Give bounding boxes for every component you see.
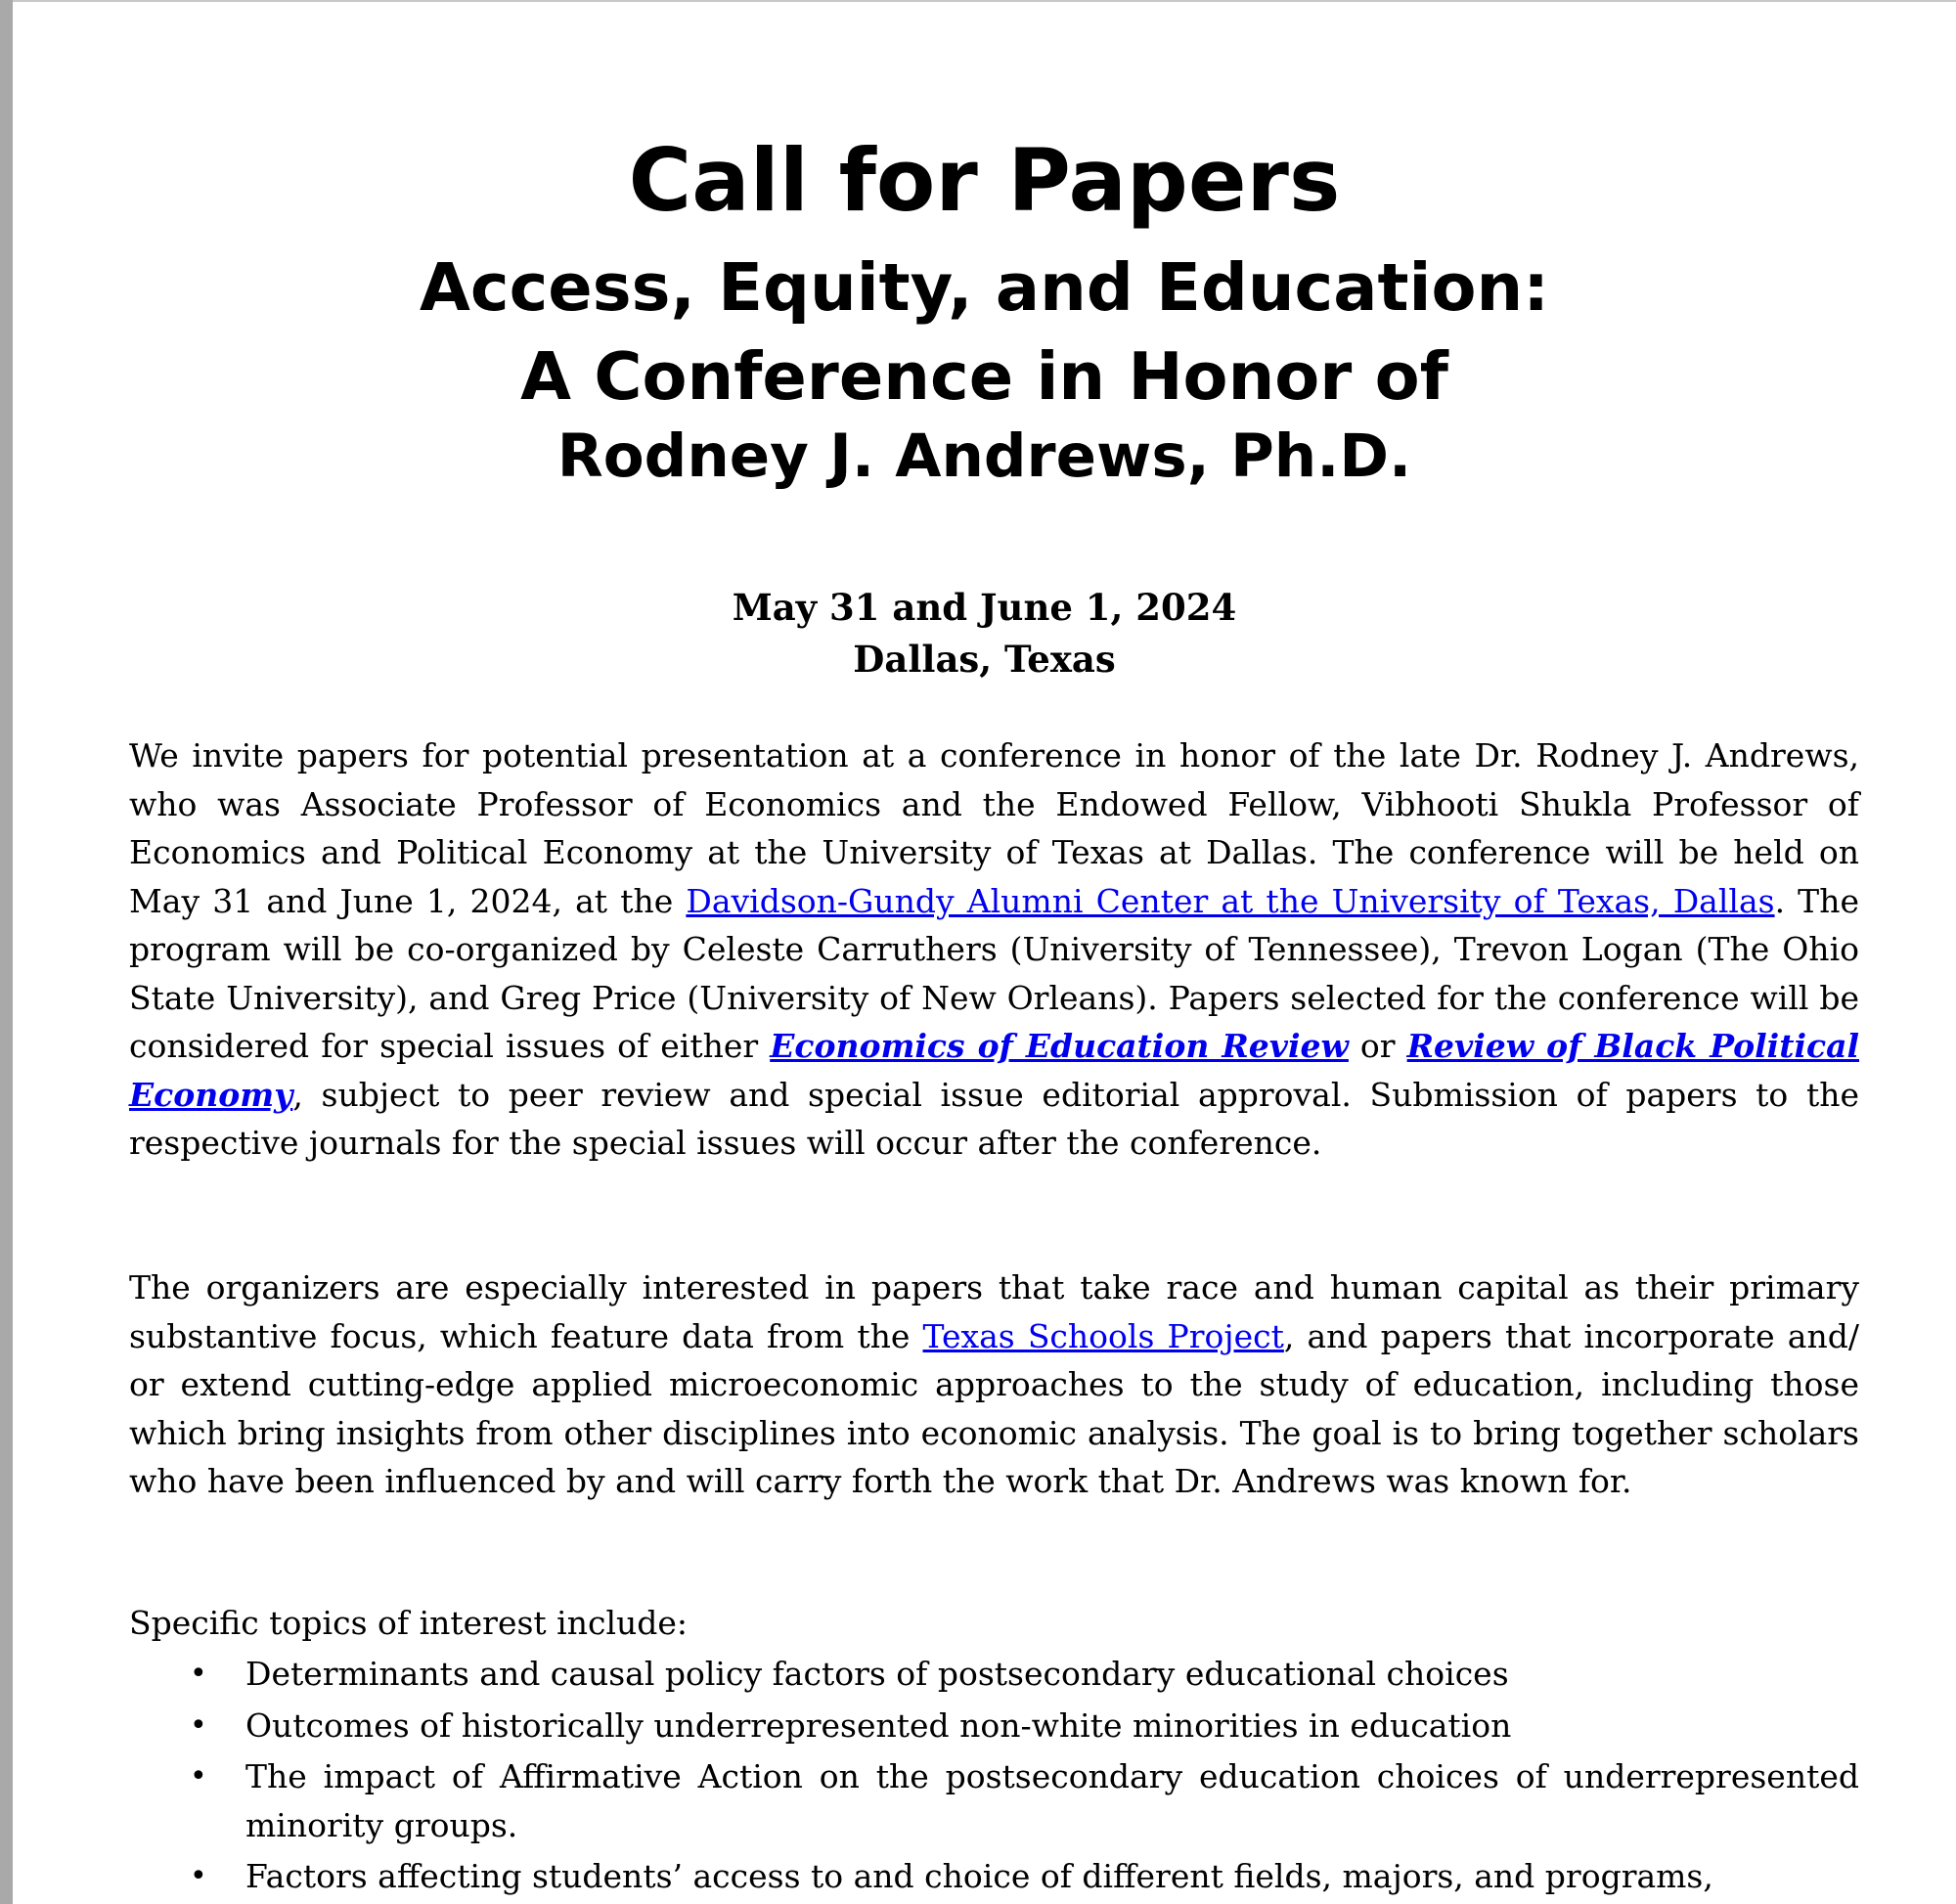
topic-text: Factors affecting students’ access to and choice of different fields, majors, and programs, [245,1857,1713,1895]
topic-text: The impact of Affirmative Action on the postsecondary education choices of underrepresented minority groups. [245,1757,1859,1844]
invitation-paragraph [129,731,1859,1168]
honoree-name: Rodney J. Andrews, Ph.D. [556,421,1412,491]
conference-dates: May 31 and June 1, 2024 [732,586,1237,629]
conference-title-line-1: Access, Equity, and Education: [420,249,1549,326]
list-item [129,1852,1859,1901]
bullet-icon: • [190,1657,207,1691]
journal-eer-link[interactable]: Economics of Education Review [770,1027,1349,1065]
list-item [129,1702,1859,1750]
topic-text: Outcomes of historically underrepresented non-white minorities in education [245,1705,1512,1745]
document-page [13,2,1956,1904]
para1-text-a: We invite papers for potential presentation at a conference in honor of the late Dr. Rodney J. Andrews, who was Associate Professor of Economics and the Endowed Fellow, Vibhooti Shukla Professor of Economics and Political Economy at the University of Texas at Dallas. The conference will be held on May 31 and June 1, 2024, at the [129,736,1859,920]
conference-location: Dallas, Texas [853,638,1116,681]
interests-paragraph [129,1263,1859,1506]
list-item [129,1650,1859,1699]
para1-text-d: , subject to peer review and special issue editorial approval. Submission of papers to the respective journals for the special issues will occur after the conference. [129,1075,1859,1162]
topics-intro: Specific topics of interest include: [129,1604,689,1642]
conference-title-line-2: A Conference in Honor of [520,338,1448,415]
bullet-icon: • [190,1859,207,1893]
bullet-icon: • [190,1759,207,1793]
list-item [129,1752,1859,1849]
bullet-icon: • [190,1707,207,1743]
para1-text-b: . The program will be co-organized by Celeste Carruthers (University of Tennessee), Trevon Logan (The Ohio State University), and Greg Price (University of New Orleans). Papers selected for the conference will be considered for special issues of either [129,881,1859,1065]
topic-text: Determinants and causal policy factors of postsecondary educational choices [245,1655,1509,1693]
para1-text-c: or [1348,1027,1407,1065]
texas-schools-project-link[interactable]: Texas Schools Project [922,1316,1284,1355]
viewer-left-edge [0,0,13,1904]
para2-text-b: , and papers that incorporate and/ or extend cutting-edge applied microeconomic approaches to the study of education, including those which bring insights from other disciplines into economic analysis. The goal is to bring together scholars who have been influenced by and will carry forth the work that Dr. Andrews was known for. [129,1316,1859,1500]
venue-link[interactable]: Davidson-Gundy Alumni Center at the University of Texas, Dallas [686,881,1775,920]
para2-text-a: The organizers are especially interested in papers that take race and human capital as their primary substantive focus, which feature data from the [129,1268,1859,1355]
journal-rbpe-link[interactable]: Review of Black Political Economy [129,1027,1860,1114]
topics-list [129,1650,1859,1904]
page-title: Call for Papers [628,130,1341,231]
